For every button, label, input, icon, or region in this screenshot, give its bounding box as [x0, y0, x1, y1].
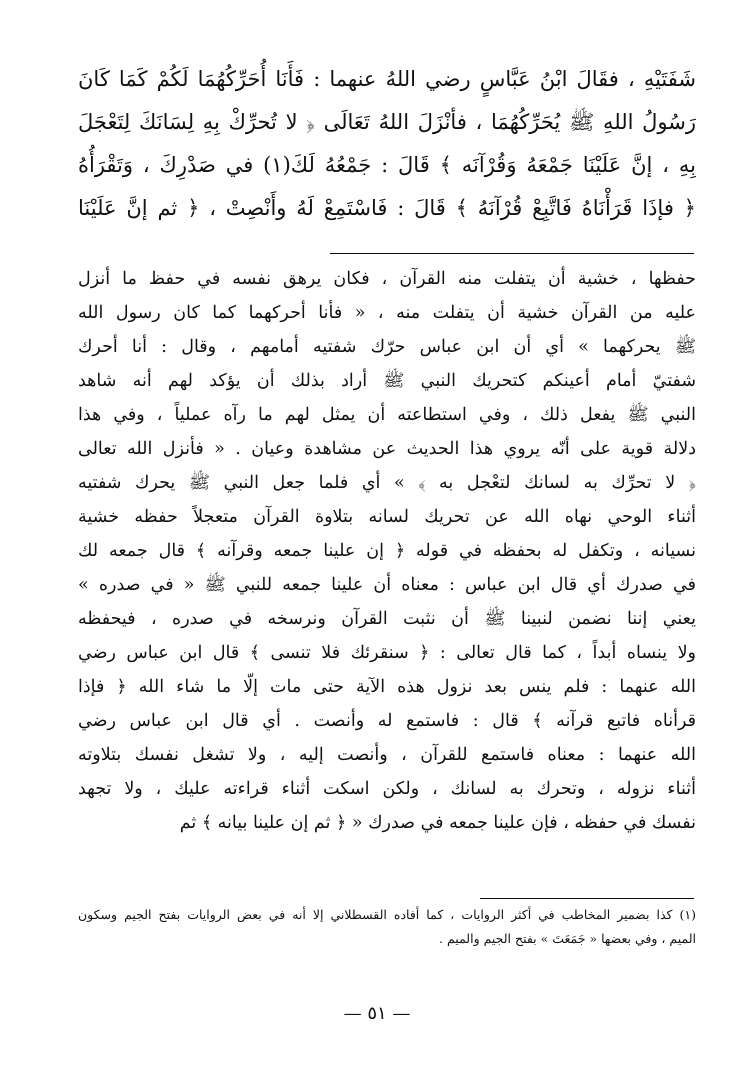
- commentary-line: ولا ينساه أبداً ، كما قال تعالى : ﴿ سنقرئك فلا تنسى ﴾ قال ابن عباس رضي: [78, 643, 696, 663]
- commentary-line: يعني إننا نضمن لنبينا ﷺ أن نثبت القرآن ونرسخه في صدره ، فيحفظه: [78, 609, 696, 629]
- commentary-line: نفسك في حفظه ، فإن علينا جمعه في صدرك « ﴿ ثم إن علينا بيانه ﴾ ثم: [179, 813, 696, 833]
- commentary-line: النبي ﷺ يفعل ذلك ، وفي استطاعته أن يمثل لهم ما رآه عملياً ، وفي هذا: [78, 405, 696, 425]
- commentary-text: [78, 262, 696, 840]
- commentary-line: قرأناه فاتبع قرآنه ﴾ قال : فاستمع له وأنصت . أي قال ابن عباس رضي: [78, 711, 696, 731]
- footnotes: [78, 903, 696, 951]
- hadith-line: شَفَتَيْهِ ، فقَالَ ابْنُ عَبَّاسٍ رضي اللهُ عنهما : فَأَنَا أُحَرِّكُهُمَا لَكُمْ كَمَا كَانَ: [78, 67, 696, 91]
- commentary-line: عليه من القرآن خشية أن يتفلت منه ، « فأنا أحركهما كما كان رسول الله: [78, 303, 696, 323]
- commentary-line: أثناء الوحي نهاه الله عن تحريك لسانه بتلاوة القرآن متعجلاً حفظه خشية: [78, 507, 696, 527]
- section-divider: [330, 253, 694, 254]
- commentary-line: ﷺ يحركهما » أي أن ابن عباس حرّك شفتيه أمامهم ، وقال : أنا أحرك: [78, 337, 696, 357]
- commentary-line: دلالة قوية على أنّه يروي هذا الحديث عن مشاهدة وعيان . « فأنزل الله تعالى: [78, 439, 696, 459]
- hadith-text: [78, 58, 696, 230]
- hadith-line: رَسُولُ اللهِ ﷺ يُحَرِّكُهُمَا ، فأنْزَلَ اللهُ تَعَالَى ﴿ لا تُحرِّكْ بِهِ لِسَانَكَ لِتَعْجَلَ: [78, 110, 696, 134]
- commentary-line: حفظها ، خشية أن يتفلت منه القرآن ، فكان يرهق نفسه في حفظ ما أنزل: [78, 269, 696, 289]
- commentary-line: الله عنهما : معناه فاستمع للقرآن ، وأنصت إليه ، ولا تشغل نفسك بتلاوته: [78, 745, 696, 765]
- commentary-line: نسيانه ، وتكفل له بحفظه في قوله ﴿ إن علينا جمعه وقرآنه ﴾ قال جمعه لك: [78, 541, 696, 561]
- hadith-line: ﴿ فإذَا قَرَأْنَاهُ فَاتَّبِعْ قُرْآنَهُ ﴾ قَالَ : فَاسْتَمِعْ لَهُ وأَنْصِتْ ، ﴿ ثم إنَّ عَلَيْنَا: [78, 196, 696, 220]
- footnote-line: (١) كذا بضمير المخاطب في أكثر الروايات ، كما أفاده القسطلاني إلا أنه في بعض الروايات بفتح الجيم وسكون: [78, 907, 696, 922]
- footnote-divider: [480, 898, 694, 899]
- footnote-line: الميم ، وفي بعضها « جَمَعَتَ » بفتح الجيم والميم .: [439, 931, 696, 946]
- commentary-line: الله عنهما : فلم ينس بعد نزول هذه الآية حتى مات إلّا ما شاء الله ﴿ فإذا: [78, 677, 696, 697]
- page-number: — ٥١ —: [343, 1003, 411, 1024]
- commentary-line: شفتيّ أمام أعينكم كتحريك النبي ﷺ أراد بذلك أن يؤكد لهم أنه شاهد: [78, 371, 696, 391]
- commentary-line: ﴿ لا تحرِّك به لسانك لتعْجل به ﴾ » أي فلما جعل النبي ﷺ يحرك شفتيه: [78, 473, 696, 493]
- commentary-line: أثناء نزوله ، وتحرك به لسانك ، ولكن اسكت أثناء قراءته عليك ، ولا تجهد: [78, 779, 696, 799]
- commentary-line: في صدرك أي قال ابن عباس : معناه أن علينا جمعه للنبي ﷺ « في صدره »: [78, 575, 696, 595]
- hadith-line: بِهِ ، إنَّ عَلَيْنَا جَمْعَهُ وَقُرْآنَه ﴾ قَالَ : جَمْعُهُ لَكَ(١) في صَدْرِكَ ، وَتَقْرَأُهُ: [78, 153, 696, 177]
